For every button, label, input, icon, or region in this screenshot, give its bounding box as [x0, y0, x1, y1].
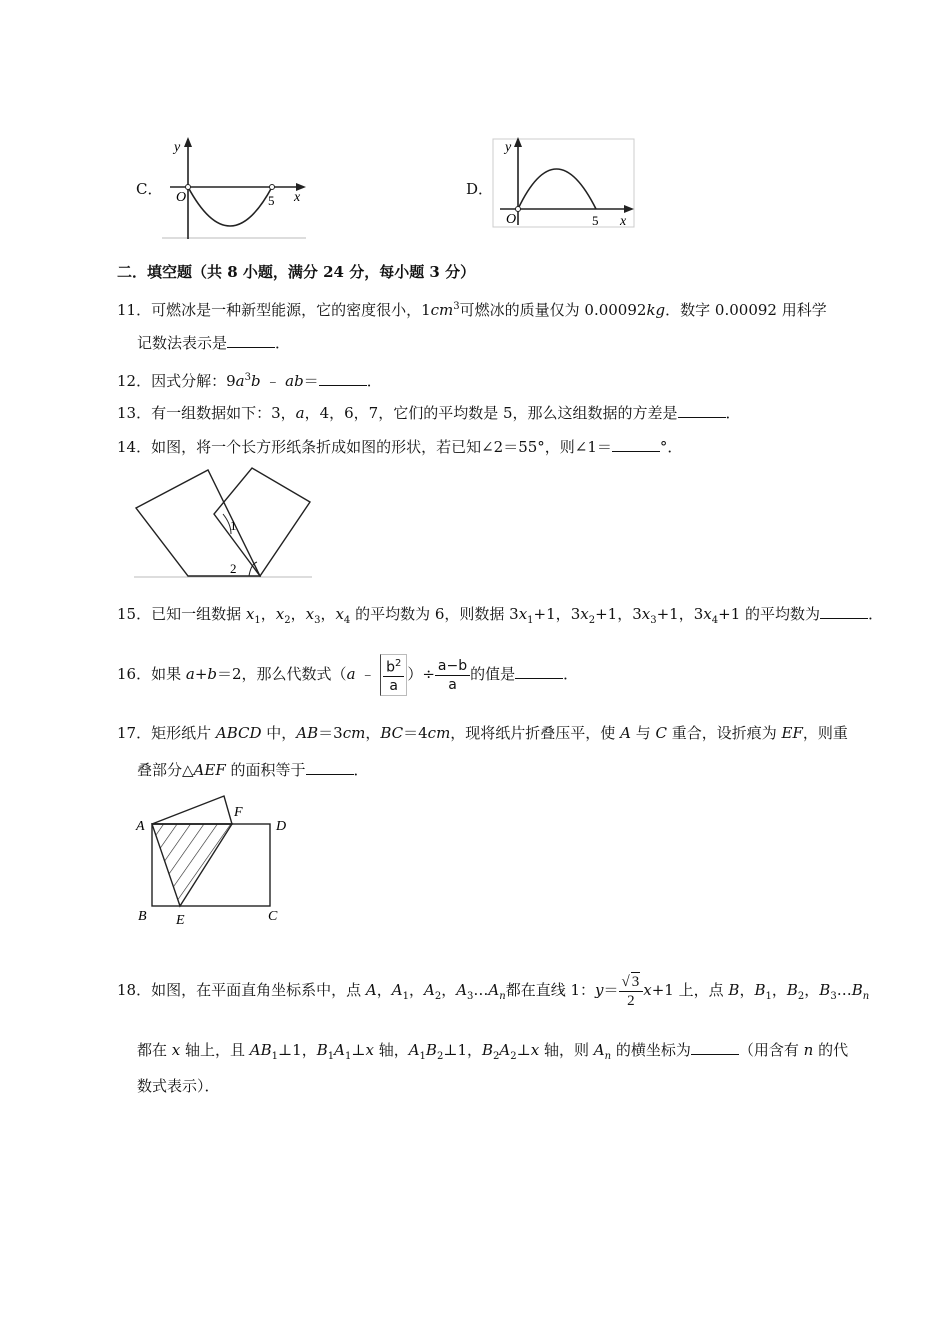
q18-x3: x [365, 1041, 374, 1059]
q15-comma2: ， [290, 605, 306, 623]
question-11-line1 [117, 297, 827, 320]
q17-fig-C: C [268, 909, 278, 924]
q18-perp4: ⊥ [516, 1041, 531, 1059]
q18-den2: 2 [627, 993, 635, 1009]
q12-var-b: b [250, 372, 261, 390]
q12-var-a: a [235, 372, 245, 390]
q18-b2a2-sub2: 2 [510, 1051, 517, 1062]
q16-text-b: ＝2，那么代数式（ [217, 665, 347, 683]
q18-B2-sub: 2 [797, 991, 805, 1002]
q17-fig-E: E [176, 913, 185, 928]
q16-minus: ﹣ [355, 665, 381, 683]
q18-text-f: （用含有 [738, 1041, 804, 1059]
q12-answer-blank [319, 371, 367, 386]
q18-Bn: B [851, 981, 863, 999]
q18-A1: A [391, 981, 403, 999]
q17-aef: AEF [193, 761, 226, 779]
q15-comma4: ， [555, 605, 571, 623]
q15-plus1-a: +1 [533, 605, 556, 623]
option-c-graph [160, 135, 310, 241]
q18-comma-g: ， [301, 1041, 317, 1059]
q17-ab: AB [296, 724, 319, 742]
q18-text-c: 上，点 [673, 981, 729, 999]
question-17-line1 [117, 723, 848, 743]
q18-answer-blank [691, 1040, 739, 1055]
option-d-label: D． [466, 180, 494, 198]
q13-var-a: a [295, 404, 305, 422]
q18-a1b2-a: A [408, 1041, 420, 1059]
q18-An2: A [593, 1041, 605, 1059]
q15-comma3: ， [320, 605, 336, 623]
q17-eq4: ＝4 [403, 724, 428, 742]
q16-plus: + [194, 665, 208, 683]
q18-b2a2-sub1: 2 [493, 1051, 500, 1062]
q15-y2: x [580, 605, 589, 623]
q16-paren-close: ）÷ [407, 665, 435, 683]
question-17-line2 [137, 760, 369, 780]
q15-ysub2: 2 [588, 615, 596, 626]
q17-text-f: ，则重 [802, 724, 848, 742]
q17-ef: EF [781, 724, 803, 742]
q18-B2: B [786, 981, 798, 999]
q18-ab1-a: A [249, 1041, 261, 1059]
q13-end: ． [725, 404, 741, 422]
q18-comma-c: ， [441, 981, 457, 999]
d-origin-label: O [506, 212, 517, 227]
d-five-label: 5 [592, 213, 599, 228]
q17-rectangle-fold-figure [132, 792, 302, 930]
q18-eq: ＝ [603, 981, 619, 999]
q16-fraction-amb-over-a [435, 657, 470, 694]
q17-fig-D: D [276, 819, 287, 834]
q18-b2a2-b: B [482, 1041, 494, 1059]
q18-dots-a: … [473, 981, 489, 999]
q11-sup3: 3 [453, 301, 460, 312]
q18-text-e: 的横坐标为 [611, 1041, 691, 1059]
q18-b1a1-sub1: 1 [327, 1051, 335, 1062]
q12-end: ． [366, 372, 382, 390]
d-x-label: x [620, 214, 627, 229]
q11-text-b: 可燃冰的质量仅为 0.00092 [459, 301, 647, 319]
q17-cm2: cm [427, 724, 451, 742]
question-18-line1 [117, 970, 869, 1017]
q17-c: C [655, 724, 667, 742]
q18-A: A [365, 981, 377, 999]
q15-sub1: 1 [254, 615, 261, 626]
q17-text-b: 中， [261, 724, 297, 742]
q15-ysub1: 1 [527, 615, 534, 626]
q12-minus: ﹣ [260, 372, 286, 390]
q18-a1b2-b: B [425, 1041, 437, 1059]
q18-A2: A [423, 981, 435, 999]
q16-number: 16． [117, 665, 152, 683]
q11-text-c: ．数字 0.00092 用科学 [665, 301, 827, 319]
q11-unit-cm: cm [430, 301, 454, 319]
q18-dots-b: … [836, 981, 852, 999]
q18-perp3: ⊥ [443, 1041, 458, 1059]
q15-sub2: 2 [284, 615, 291, 626]
q17-a: A [620, 724, 631, 742]
q18-text-g: 的代 [813, 1041, 849, 1059]
q12-var-ab: ab [285, 372, 304, 390]
q17-comma: ， [365, 724, 381, 742]
q18-line-1b: 1 [457, 1041, 467, 1059]
q18-An-sub: n [499, 991, 506, 1002]
q17-fig-B: B [138, 909, 147, 924]
q18-A3-sub: 3 [467, 991, 474, 1002]
q18-fraction-sqrt3-over-2: $\frac{√ 3}{2}$ [619, 972, 644, 1010]
q12-text-a: 因式分解：9 [151, 372, 236, 390]
question-18-line2 [137, 1040, 848, 1067]
q16-frac2-num: a−b [435, 657, 470, 676]
q16-answer-blank [515, 664, 563, 679]
q18-a1b2-sub1: 1 [419, 1051, 426, 1062]
q18-comma-h: ， [466, 1041, 482, 1059]
q15-text-b: 的平均数为 6，则数据 3 [350, 605, 519, 623]
q18-comma-b: ， [408, 981, 424, 999]
q18-number: 18． [117, 981, 152, 999]
q15-ysub3: 3 [650, 615, 657, 626]
q18-text-b: 都在直线 1： [505, 981, 596, 999]
q18-B1-sub: 1 [765, 991, 772, 1002]
q15-sub3: 3 [314, 615, 321, 626]
section-title: 二．填空题（共 8 小题，满分 24 分，每小题 3 分） [117, 263, 476, 281]
q16-fraction-b2-over-a [380, 654, 407, 697]
q12-sup3: 3 [244, 372, 251, 383]
q15-y1: x [518, 605, 528, 623]
q11-text-d: 记数法表示是 [137, 334, 228, 352]
q11-number: 11． [117, 301, 152, 319]
q15-x4: x [335, 605, 344, 623]
q18-text-a: 如图，在平面直角坐标系中，点 [151, 981, 366, 999]
q18-comma-a: ， [376, 981, 392, 999]
q18-sqrt3: 3 [631, 974, 640, 990]
question-14 [117, 437, 682, 457]
option-c-label: C． [136, 180, 163, 198]
q17-fig-F: F [234, 805, 243, 820]
q13-text-a: 有一组数据如下：3， [151, 404, 296, 422]
q13-answer-blank [678, 403, 726, 418]
q18-A3: A [456, 981, 468, 999]
q17-bc: BC [380, 724, 404, 742]
q16-end: ． [563, 665, 579, 683]
q11-text-a: 可燃冰是一种新型能源，它的密度很小，1 [151, 301, 431, 319]
question-12 [117, 368, 382, 391]
q18-line2-a: 都在 [137, 1041, 172, 1059]
q12-number: 12． [117, 372, 152, 390]
question-13 [117, 403, 741, 423]
q18-comma-f: ， [804, 981, 820, 999]
q15-end: ． [868, 605, 884, 623]
q17-fig-A: A [136, 819, 145, 834]
q17-text-g: 叠部分△ [137, 761, 194, 779]
q18-ab1-b: B [260, 1041, 272, 1059]
q17-eq3: ＝3 [318, 724, 343, 742]
q15-x2: x [275, 605, 285, 623]
q18-x2: x [171, 1041, 181, 1059]
q18-a1b2-sub2: 2 [436, 1051, 444, 1062]
q17-answer-blank [306, 760, 354, 775]
q15-comma6: ， [678, 605, 694, 623]
q18-plus1: +1 [651, 981, 674, 999]
q14-folded-strip-figure [132, 464, 314, 580]
q17-abcd: ABCD [215, 724, 262, 742]
q18-perp2: ⊥ [351, 1041, 366, 1059]
q15-sub4: 4 [343, 615, 351, 626]
q18-b1a1-a: A [334, 1041, 345, 1059]
question-16 [117, 652, 578, 696]
q13-number: 13． [117, 404, 152, 422]
q15-x1: x [245, 605, 255, 623]
q17-end: ． [353, 761, 369, 779]
q18-A1-sub: 1 [402, 991, 409, 1002]
q14-angle1-label: 1 [230, 518, 237, 533]
q18-x: x [643, 981, 652, 999]
option-d-graph [492, 135, 637, 229]
c-y-label: y [174, 140, 181, 155]
q18-An: A [488, 981, 500, 999]
q17-number: 17． [117, 724, 152, 742]
d-y-label: y [505, 140, 512, 155]
c-origin-label: O [176, 190, 187, 205]
q14-text: 如图，将一个长方形纸条折成如图的形状，若已知∠2＝55°，则∠1＝ [151, 438, 612, 456]
q18-line-1a: 1 [292, 1041, 302, 1059]
q15-plus1-b: +1 [595, 605, 618, 623]
q18-comma-d: ， [739, 981, 755, 999]
q18-n: n [803, 1041, 814, 1059]
q16-frac1-sup: 2 [394, 657, 402, 669]
q16-frac1-den: a [389, 678, 398, 695]
q17-text-d: 与 [630, 724, 656, 742]
q18-b1a1-b: B [316, 1041, 328, 1059]
c-x-label: x [294, 190, 301, 205]
q18-B1: B [754, 981, 766, 999]
q18-perp1: ⊥ [278, 1041, 293, 1059]
q18-A2-sub: 2 [434, 991, 442, 1002]
q15-plus1-d: +1 [718, 605, 741, 623]
q13-text-b: ，4，6，7，它们的平均数是 5，那么这组数据的方差是 [304, 404, 678, 422]
q15-y4: x [703, 605, 712, 623]
q18-b2a2-a: A [499, 1041, 511, 1059]
q16-text-c: 的值是 [470, 665, 516, 683]
q16-frac1-num: b [386, 659, 395, 676]
q15-comma5: ， [617, 605, 633, 623]
q15-text-a: 已知一组数据 [151, 605, 246, 623]
q18-y: y [595, 981, 604, 999]
q16-var-b: b [207, 665, 218, 683]
q11-end: ． [275, 334, 291, 352]
q15-x3: x [305, 605, 315, 623]
q17-text-h: 的面积等于 [225, 761, 306, 779]
c-five-label: 5 [268, 193, 275, 208]
q18-An2-sub: n [604, 1051, 612, 1062]
q17-cm1: cm [342, 724, 366, 742]
q15-plus1-c: +1 [656, 605, 679, 623]
q18-line2-b: 轴上，且 [180, 1041, 250, 1059]
question-18-line3: 数式表示）． [137, 1077, 220, 1095]
q14-end: °． [659, 438, 683, 456]
q18-axis1: 轴， [373, 1041, 409, 1059]
q15-y3: x [641, 605, 651, 623]
q16-var-a2: a [346, 665, 356, 683]
q14-angle2-label: 2 [230, 561, 237, 576]
q18-b1a1-sub2: 1 [344, 1051, 352, 1062]
q18-ab1-sub: 1 [271, 1051, 279, 1062]
q11-unit-kg: kg [646, 301, 666, 319]
q17-text-a: 矩形纸片 [151, 724, 216, 742]
q12-eq: ＝ [303, 372, 319, 390]
q14-number: 14． [117, 438, 152, 456]
q16-frac2-den: a [448, 676, 457, 693]
q15-ysub4: 4 [711, 615, 719, 626]
question-11-line2 [137, 333, 290, 353]
q18-x4: x [530, 1041, 540, 1059]
q17-text-e: 重合，设折痕为 [666, 724, 782, 742]
q14-answer-blank [612, 437, 660, 452]
q15-comma1: ， [260, 605, 276, 623]
q18-B: B [728, 981, 740, 999]
q17-text-c: ，现将纸片折叠压平，使 [450, 724, 621, 742]
q15-answer-blank [820, 604, 868, 619]
q18-B3-sub: 3 [830, 991, 837, 1002]
q18-B3: B [819, 981, 831, 999]
q15-text-c: 的平均数为 [745, 605, 821, 623]
q18-text-d: 轴，则 [543, 1041, 594, 1059]
q16-text-a: 如果 [151, 665, 186, 683]
q11-answer-blank [227, 333, 275, 348]
q18-Bn-sub: n [862, 991, 870, 1002]
question-15: 15．已知一组数据 $x_1$，$x_2$，$x_3$，$x_4$ 的平均数为 6，则数据 $3x_1+1$，$3x_2+1$，$3x_3+1$，$3x_4+1$ 的平均数为 ． [117, 605, 884, 626]
q18-comma-e: ， [771, 981, 787, 999]
q16-var-a: a [185, 665, 195, 683]
q15-number: 15． [117, 605, 152, 623]
